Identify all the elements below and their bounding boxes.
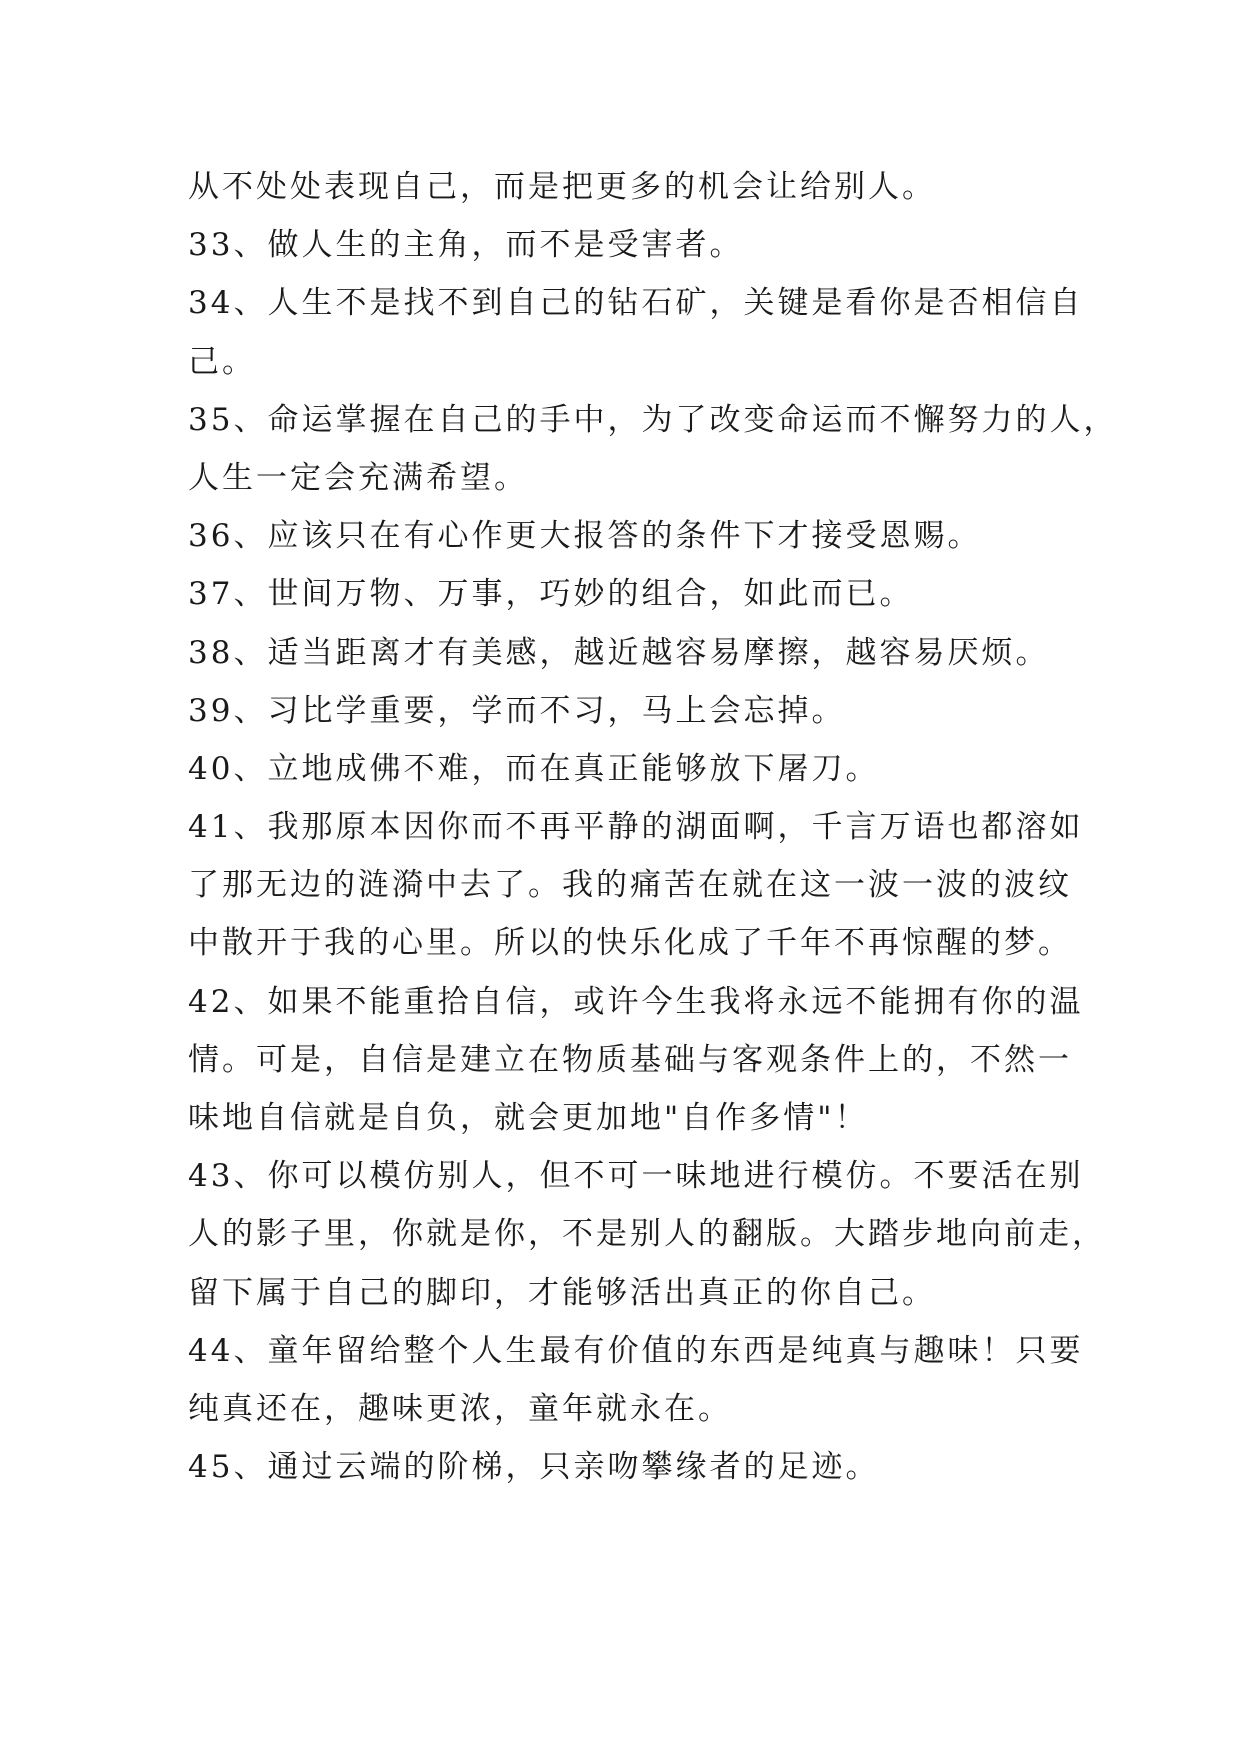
text-line: 纯真还在，趣味更浓，童年就永在。 (188, 1390, 732, 1427)
text-line: 留下属于自己的脚印，才能够活出真正的你自己。 (188, 1274, 936, 1311)
text-line: 从不处处表现自己，而是把更多的机会让给别人。 (188, 169, 936, 205)
text-line: 45、通过云端的阶梯，只亲吻攀缘者的足迹。 (188, 1449, 880, 1486)
text-line: 35、命运掌握在自己的手中，为了改变命运而不懈努力的人， (188, 401, 1118, 438)
text-line: 44、童年留给整个人生最有价值的东西是纯真与趣味！只要 (188, 1332, 1084, 1369)
text-line: 人生一定会充满希望。 (188, 459, 528, 496)
text-line: 37、世间万物、万事，巧妙的组合，如此而已。 (188, 576, 914, 613)
text-line: 43、你可以模仿别人，但不可一味地进行模仿。不要活在别 (188, 1158, 1084, 1195)
text-line: 41、我那原本因你而不再平静的湖面啊，千言万语也都溶如 (188, 809, 1084, 846)
document-body (188, 158, 1118, 1496)
text-line: 40、立地成佛不难，而在真正能够放下屠刀。 (188, 750, 880, 787)
text-line: 33、做人生的主角，而不是受害者。 (188, 227, 744, 264)
text-line: 情。可是，自信是建立在物质基础与客观条件上的，不然一 (188, 1041, 1072, 1078)
text-line: 己。 (188, 343, 256, 380)
text-line: 了那无边的涟漪中去了。我的痛苦在就在这一波一波的波纹 (188, 867, 1072, 904)
text-line: 人的影子里，你就是你，不是别人的翻版。大踏步地向前走， (188, 1216, 1106, 1253)
text-line: 36、应该只在有心作更大报答的条件下才接受恩赐。 (188, 518, 982, 555)
text-line: 中散开于我的心里。所以的快乐化成了千年不再惊醒的梦。 (188, 925, 1072, 962)
text-line: 38、适当距离才有美感，越近越容易摩擦，越容易厌烦。 (188, 634, 1050, 671)
text-line: 34、人生不是找不到自己的钻石矿，关键是看你是否相信自 (188, 285, 1084, 322)
text-line: 39、习比学重要，学而不习，马上会忘掉。 (188, 692, 846, 729)
text-line: 42、如果不能重拾自信，或许今生我将永远不能拥有你的温 (188, 983, 1084, 1020)
text-line: 味地自信就是自负，就会更加地"自作多情"！ (188, 1100, 869, 1136)
